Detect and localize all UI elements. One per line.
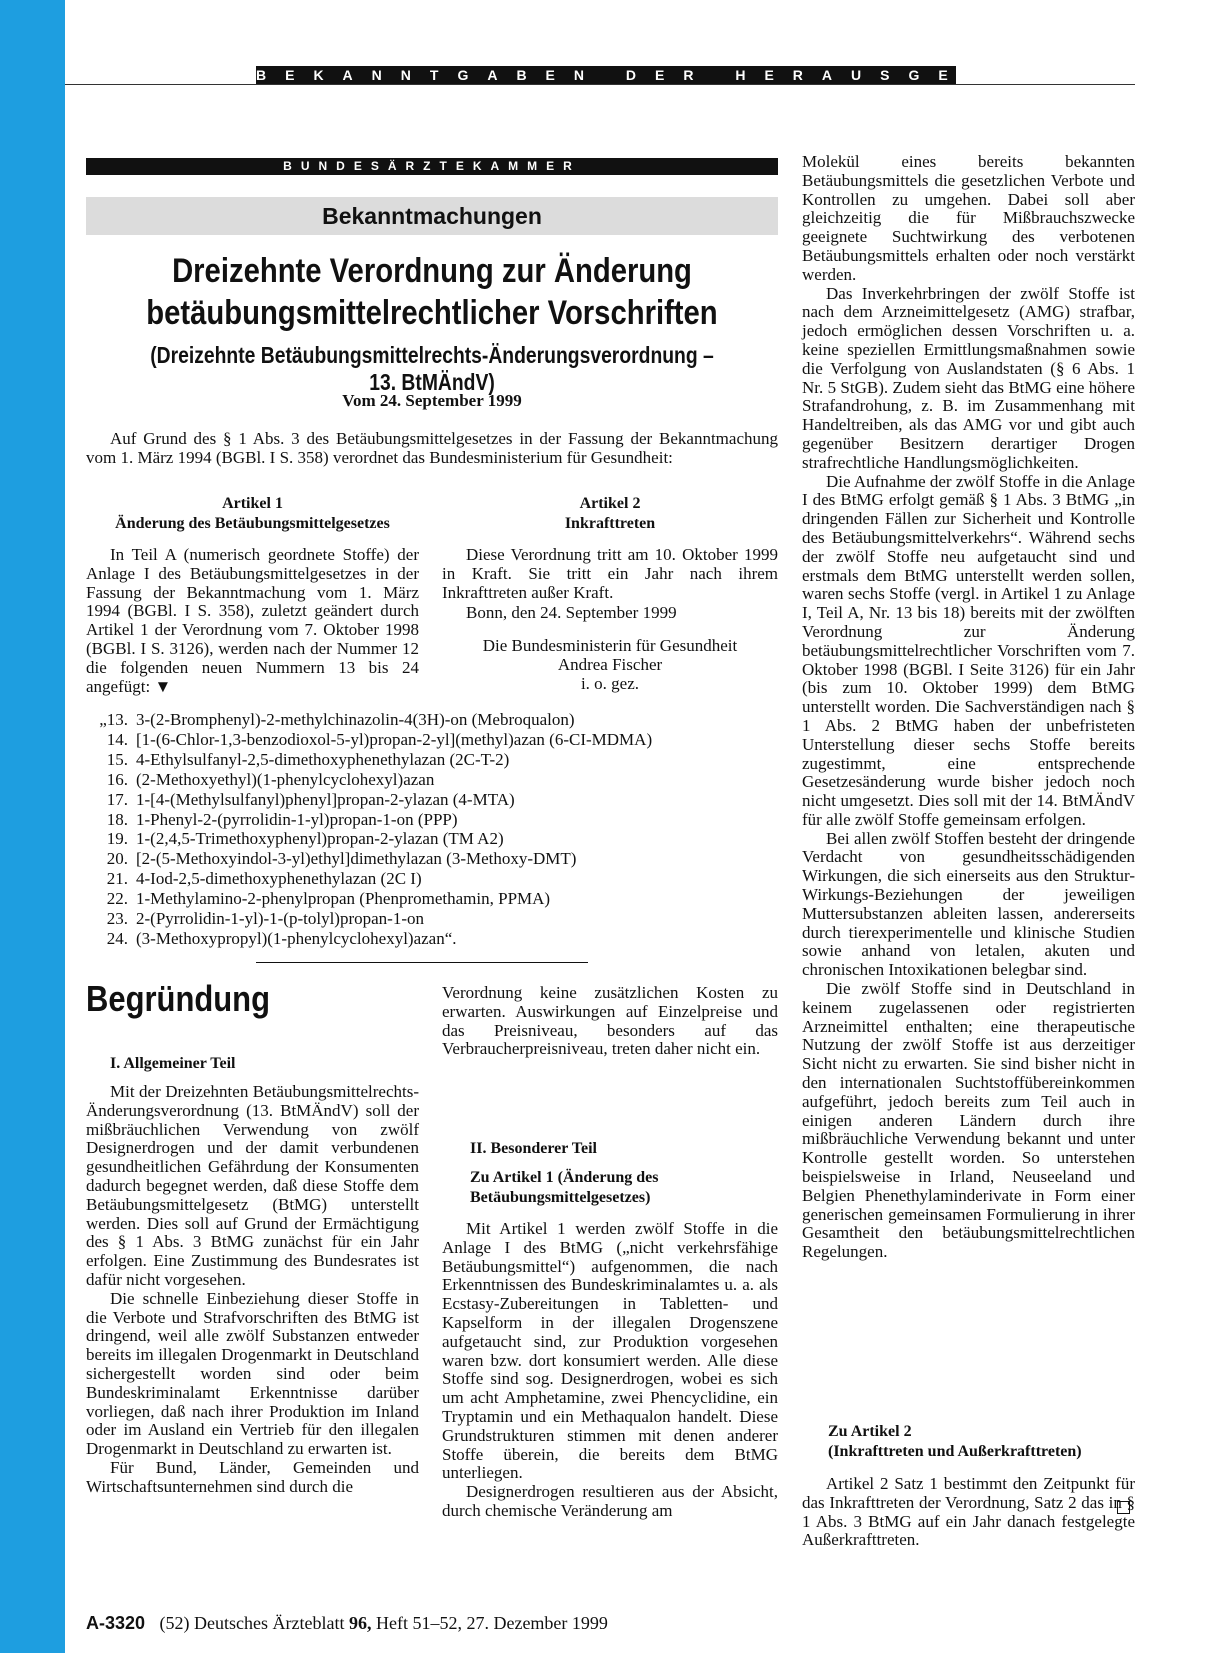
teil-1-paragraph: Mit der Dreizehnten Betäubungsmittelrechts-Änderungsverordnung (13. BtMÄndV) soll der mißbräuchlichen Verwendung von zwölf Designerdrogen und der damit verbundenen gesundheitlichen Gefährdung der Konsumenten dadurch begegnet werden, daß diese Stoffe dem Betäubungsmittelgesetz (BtMG) unterstellt werden. Dies soll auf Grund der Ermächtigung des § 1 Abs. 3 BtMG zunächst für ein Jahr erfolgen. Eine Zustimmung des Bundesrates ist dafür nicht vorgesehen. (86, 1082, 419, 1289)
artikel-1-title: Änderung des Betäubungsmittelgesetzes (115, 515, 390, 532)
teil-2-heading: II. Besonderer Teil (470, 1140, 597, 1157)
title-line-2: betäubungsmittelrechtlicher Vorschriften (146, 294, 718, 332)
page-code: A-3320 (86, 1613, 146, 1633)
side-color-bar (0, 0, 65, 1653)
list-item-number: 17. (106, 789, 128, 809)
list-item (86, 869, 766, 889)
artikel-2-body (442, 546, 778, 694)
signer-line-2: Andrea Fischer (557, 654, 663, 674)
list-item-number: „13. (99, 710, 128, 729)
artikel-2-text: Diese Verordnung tritt am 10. Oktober 1999 in Kraft. Sie tritt ein Jahr nach ihrem Inkrafttreten außer Kraft. (442, 545, 778, 602)
footer-volume: 96, (348, 1613, 372, 1633)
artikel-1-heading (86, 494, 419, 534)
list-item-text: (2-Methoxyethyl)(1-phenylcyclohexyl)azan (136, 769, 435, 789)
column-3-paragraph: Das Inverkehrbringen der zwölf Stoffe ist nach dem Arzneimittelgesetz (AMG) strafbar, jedoch ermöglichen dessen Vorschriften u. a. keine speziellen Ermittlungsmaßnahmen sowie die Verfolgung von Auslandstaten (§ 6 Abs. 1 Nr. 5 StGB). Zudem sieht das BtMG eine höhere Strafandrohung, z. B. im Zusammenhang mit Handeltreiben, als das AMG vor und gibt auch gegenüber Besitzern derartiger Drogen strafrechtliche Handlungsmöglichkeiten. (802, 283, 1135, 472)
end-of-article-box-icon (1117, 1501, 1130, 1514)
list-item (86, 889, 766, 909)
list-item (86, 829, 766, 849)
list-item-text: 3-(2-Bromphenyl)-2-methylchinazolin-4(3H)-on (Mebroqualon) (136, 710, 575, 729)
preamble-text: Auf Grund des § 1 Abs. 3 des Betäubungsmittelgesetzes in der Fassung der Bekanntmachung vom 1. März 1994 (BGBl. I S. 358) verordnet das Bundesministerium für Gesundheit: (86, 429, 778, 467)
zu-artikel-2-number: Zu Artikel 2 (828, 1423, 912, 1440)
list-item-text: (3-Methoxypropyl)(1-phenylcyclohexyl)azan“. (136, 928, 457, 948)
list-item (86, 710, 766, 730)
column-2-top (442, 984, 778, 1059)
zu-artikel-2-paragraph: Artikel 2 Satz 1 bestimmt den Zeitpunkt für das Inkrafttreten der Verordnung, Satz 2 das in § 1 Abs. 3 BtMG auf ein Jahr danach festgelegte Außerkrafttreten. (802, 1474, 1135, 1550)
list-item-text: 1-(2,4,5-Trimethoxyphenyl)propan-2-ylazan (TM A2) (136, 829, 504, 849)
zu-artikel-2-heading (828, 1422, 1082, 1462)
list-item-number: 14. (106, 729, 128, 749)
place-date: Bonn, den 24. September 1999 (466, 603, 677, 623)
list-item (86, 849, 766, 869)
list-item-number: 23. (106, 909, 128, 929)
artikel-1-number: Artikel 1 (222, 495, 283, 512)
list-item-number: 24. (106, 928, 128, 948)
column-3 (802, 153, 1135, 1262)
column-3-paragraph: Die zwölf Stoffe sind in Deutschland in keinem zugelassenen oder registrierten Arzneimittel enthalten; eine therapeutische Nutzung der zwölf Stoffe ist aus derzeitiger Sicht nicht zu erwarten. Sie sind bisher nicht in den internationalen Suchtstoffübereinkommen aufgeführt, jedoch bereits zum Teil auch in einigen anderen Ländern durch ihre mißbräuchliche Verwendung bekannt und unter Kontrolle gestellt worden. So unterstehen beispielsweise in Irland, Neuseeland und Belgien Phenethylaminderivate in Form einer generischen gemeinsamen Formulierung in ihrer Gesamtheit den betäubungsmittelrechtlichen Regelungen. (802, 979, 1135, 1262)
list-item-number: 21. (106, 869, 128, 889)
list-item-text: 4-Iod-2,5-dimethoxyphenethylazan (2C I) (136, 869, 422, 889)
kosten-paragraph: Verordnung keine zusätzlichen Kosten zu erwarten. Auswirkungen auf Einzelpreise und das Preisniveau, besonders auf das Verbraucherpreisniveau, treten daher nicht ein. (442, 983, 778, 1059)
list-item-text: [2-(5-Methoxyindol-3-yl)ethyl]dimethylazan (3-Methoxy-DMT) (136, 849, 577, 869)
footer-issue: Heft 51–52, 27. Dezember 1999 (375, 1613, 608, 1633)
zu-artikel-1-heading: Zu Artikel 1 (Änderung des Betäubungsmittelgesetzes) (470, 1169, 659, 1206)
teil-1-body (86, 1083, 419, 1497)
teil-1-heading: I. Allgemeiner Teil (110, 1055, 236, 1072)
teil-1-paragraph: Für Bund, Länder, Gemeinden und Wirtschaftsunternehmen sind durch die (86, 1457, 419, 1496)
artikel-1-text: In Teil A (numerisch geordnete Stoffe) der Anlage I des Betäubungsmittelgesetzes in der Fassung der Bekanntmachung vom 1. März 1994 (BGBl. I S. 358), zuletzt geändert durch Artikel 1 der Verordnung vom 7. Oktober 1998 (BGBl. I S. 3126), werden nach der Nummer 12 die folgenden neuen Nummern 13 bis 24 angefügt: ▼ (86, 545, 419, 696)
signer-line-1: Die Bundesministerin für Gesundheit (482, 636, 738, 656)
list-item-number: 16. (106, 769, 128, 789)
artikel-1-body (86, 546, 419, 696)
artikel-2-title: Inkrafttreten (564, 515, 656, 532)
substance-list (86, 710, 766, 949)
column-3-paragraph: Bei allen zwölf Stoffen besteht der dringende Verdacht von gesundheitsschädigenden Wirkungen, die sich einerseits aus den Struktur-Wirkungs-Beziehungen der jeweiligen Muttersubstanzen ableiten lassen, andererseits durch tierexperimentelle und klinische Studien sowie anhand von letalen, akuten und chronischen Intoxikationen belegbar sind. (802, 828, 1135, 980)
list-item (86, 810, 766, 830)
section-banner: BEKANNTGABEN DER HERAUSGEBER (256, 67, 1054, 83)
subcategory-band: Bekanntmachungen (86, 197, 778, 235)
category-band: BUNDESÄRZTEKAMMER (86, 158, 778, 175)
zu-artikel-2-title: (Inkrafttreten und Außerkrafttreten) (828, 1443, 1082, 1460)
list-item-number: 20. (106, 849, 128, 869)
zu-artikel-1-paragraph: Designerdrogen resultieren aus der Absicht, durch chemische Veränderung am (442, 1482, 778, 1520)
artikel-2-heading (442, 494, 778, 534)
zu-artikel-1-paragraph: Mit Artikel 1 werden zwölf Stoffe in die Anlage I des BtMG („nicht verkehrsfähige Betäubungsmittel“) aufgenommen, die nach Erkenntnissen des Bundeskriminalamtes u. a. als Ecstasy-Zubereitungen in Tabletten- und Kapselform in der illegalen Drogenszene aufgetaucht sind, zur Produktion vorgesehen waren bzw. dort konsumiert werden. Alle diese Stoffe sind sog. Designerdrogen, wobei es sich um acht Amphetamine, zwei Phencyclidine, ein Tryptamin und ein Methaqualon handelt. Diese Grundstrukturen stimmen mit denen anderer Stoffe überein, die bereits dem BtMG unterliegen. (442, 1219, 778, 1483)
zu-artikel-1-body (442, 1220, 778, 1521)
preamble (86, 430, 778, 468)
section-separator (256, 962, 588, 963)
list-item-number: 18. (106, 809, 128, 829)
list-item-number: 22. (106, 889, 128, 909)
list-item-text: 1-Methylamino-2-phenylpropan (Phenpromethamin, PPMA) (136, 889, 551, 909)
list-item-text: 1-Phenyl-2-(pyrrolidin-1-yl)propan-1-on (PPP) (136, 809, 458, 829)
list-item-text: 4-Ethylsulfanyl-2,5-dimethoxyphenethylazan (2C-T-2) (136, 749, 510, 769)
begruendung-title: Begründung (86, 978, 271, 1019)
list-item (86, 730, 766, 750)
list-item (86, 929, 766, 949)
list-item-number: 15. (106, 749, 128, 769)
artikel-2-number: Artikel 2 (579, 495, 641, 512)
list-item (86, 790, 766, 810)
column-3-paragraph: Molekül eines bereits bekannten Betäubungsmittels die gesetzlichen Verbote und Kontrollen zu umgehen. Dabei soll aber gleichzeitig die für Mißbrauchszwecke geeignete Suchtwirkung des verbotenen Betäubungsmittels erhalten oder noch verstärkt werden. (802, 152, 1135, 284)
header-rule (65, 84, 1135, 85)
title-line-1: Dreizehnte Verordnung zur Änderung (172, 252, 692, 290)
issue-date: Vom 24. September 1999 (342, 391, 522, 410)
list-item (86, 750, 766, 770)
page-footer (86, 1613, 608, 1634)
list-item-text: [1-(6-Chlor-1,3-benzodioxol-5-yl)propan-2-yl](methyl)azan (6-CI-MDMA) (136, 729, 653, 749)
column-3-paragraph: Die Aufnahme der zwölf Stoffe in die Anlage I des BtMG erfolgt gemäß § 1 Abs. 3 BtMG „in dringenden Fällen zur Sicherheit und Kontrolle des Betäubungsmittelverkehrs“. Während sechs der zwölf Stoffe neu aufgetaucht sind und erstmals dem BtMG unterstellt werden sollen, waren sechs Stoffe (vergl. in Artikel 1 zu Anlage I, Teil A, Nr. 13 bis 18) bereits mit der zwölften Verordnung zur Änderung betäubungsmittelrechtlicher Vorschriften vom 7. Oktober 1998 (BGBl. I Seite 3126) für ein Jahr (bis zum 10. Oktober 1999) dem BtMG unterstellt worden. Die Sachverständigen nach § 1 Abs. 2 BtMG haben der unbefristeten Unterstellung dieser sechs Stoffe bereits zugestimmt, eine entsprechende Gesetzesänderung wurde bisher jedoch noch nicht umgesetzt. Dies soll mit der 14. BtMÄndV für alle zwölf Stoffe gemeinsam erfolgen. (802, 471, 1135, 829)
signer-line-3: i. o. gez. (580, 673, 640, 693)
footer-journal: (52) Deutsches Ärzteblatt (159, 1613, 345, 1633)
list-item-number: 19. (106, 829, 128, 849)
zu-artikel-2-body (802, 1475, 1135, 1550)
list-item-text: 2-(Pyrrolidin-1-yl)-1-(p-tolyl)propan-1-on (136, 909, 424, 929)
list-item (86, 770, 766, 790)
teil-1-paragraph: Die schnelle Einbeziehung dieser Stoffe in die Verbote und Strafvorschriften des BtMG ist dringend, weil alle zwölf Substanzen entweder bereits im illegalen Drogenmarkt in Deutschland sichergestellt worden sind oder beim Bundeskriminalamt Erkenntnisse darüber vorliegen, daß nach ihrer Produktion im Inland oder im Ausland ein Vertrieb für den illegalen Drogenmarkt in Deutschland zu erwarten ist. (86, 1288, 419, 1459)
subtitle: (Dreizehnte Betäubungsmittelrechts-Änderungsverordnung – 13. BtMÄndV) (150, 342, 714, 395)
list-item (86, 909, 766, 929)
list-item-text: 1-[4-(Methylsulfanyl)phenyl]propan-2-ylazan (4-MTA) (136, 789, 515, 809)
